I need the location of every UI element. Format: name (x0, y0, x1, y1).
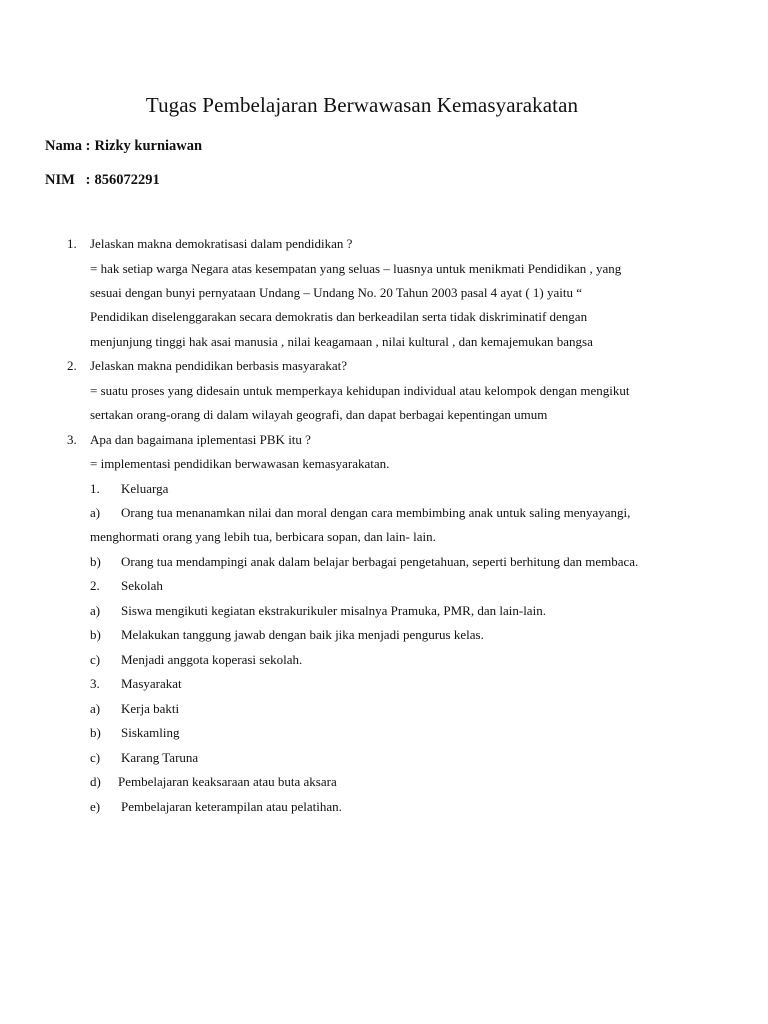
nim-label: NIM : (45, 172, 91, 188)
list-label: c) (90, 750, 101, 765)
list-text: Pembelajaran keaksaraan atau buta aksara (118, 774, 337, 789)
list-label: a) (90, 505, 101, 520)
list-label: a) (90, 603, 101, 618)
list-text: Menjadi anggota koperasi sekolah. (121, 652, 303, 667)
list-text: Karang Taruna (121, 750, 199, 765)
list-text: Masyarakat (121, 676, 182, 691)
document-title: Tugas Pembelajaran Berwawasan Kemasyarakatan (145, 93, 579, 117)
list-text: Kerja bakti (121, 701, 180, 716)
list-label: b) (90, 627, 101, 642)
answer-text: menjunjung tinggi hak asai manusia , nilai keagamaan , nilai kultural , dan kemajemukan bangsa (90, 334, 593, 349)
question-number: 3. (67, 432, 77, 447)
list-label: b) (90, 725, 101, 740)
answer-text: sesuai dengan bunyi pernyataan Undang – Undang No. 20 Tahun 2003 pasal 4 ayat ( 1) yaitu “ (90, 285, 583, 300)
list-label: e) (90, 799, 101, 814)
list-label: 2. (90, 578, 100, 593)
list-label: c) (90, 652, 101, 667)
question-number: 2. (67, 358, 77, 373)
list-text: Siswa mengikuti kegiatan ekstrakurikuler misalnya Pramuka, PMR, dan lain-lain. (121, 603, 546, 618)
list-label: 3. (90, 676, 100, 691)
nama-label: Nama : (45, 138, 91, 154)
list-text: Sekolah (121, 578, 163, 593)
list-text: menghormati orang yang lebih tua, berbicara sopan, dan lain- lain. (90, 529, 436, 544)
list-label: 1. (90, 481, 100, 496)
answer-text: = implementasi pendidikan berwawasan kemasyarakatan. (90, 456, 390, 471)
answer-text: sertakan orang-orang di dalam wilayah geografi, dan dapat berbagai kepentingan umum (90, 407, 548, 422)
list-label: a) (90, 701, 101, 716)
list-text: Orang tua mendampingi anak dalam belajar berbagai pengetahuan, seperti berhitung dan membaca. (121, 554, 639, 569)
question-text: Jelaskan makna demokratisasi dalam pendidikan ? (90, 236, 353, 251)
list-text: Siskamling (121, 725, 180, 740)
list-text: Pembelajaran keterampilan atau pelatihan. (121, 799, 342, 814)
question-text: Apa dan bagaimana iplementasi PBK itu ? (90, 432, 311, 447)
question-text: Jelaskan makna pendidikan berbasis masyarakat? (90, 358, 348, 373)
list-text: Keluarga (121, 481, 169, 496)
list-label: d) (90, 774, 101, 789)
answer-text: Pendidikan diselenggarakan secara demokratis dan berkeadilan serta tidak diskriminatif dengan (90, 309, 588, 324)
list-text: Orang tua menanamkan nilai dan moral dengan cara membimbing anak untuk saling menyayangi, (121, 505, 631, 520)
nim-value: 856072291 (94, 172, 160, 188)
question-number: 1. (67, 236, 77, 251)
nama-value: Rizky kurniawan (94, 138, 203, 154)
answer-text: = suatu proses yang didesain untuk memperkaya kehidupan individual atau kelompok dengan mengikut (90, 383, 630, 398)
list-text: Melakukan tanggung jawab dengan baik jika menjadi pengurus kelas. (121, 627, 484, 642)
nim-row (45, 172, 160, 189)
list-label: b) (90, 554, 101, 569)
nama-row (45, 138, 202, 155)
answer-text: = hak setiap warga Negara atas kesempatan yang seluas – luasnya untuk menikmati Pendidikan , yang (90, 261, 622, 276)
